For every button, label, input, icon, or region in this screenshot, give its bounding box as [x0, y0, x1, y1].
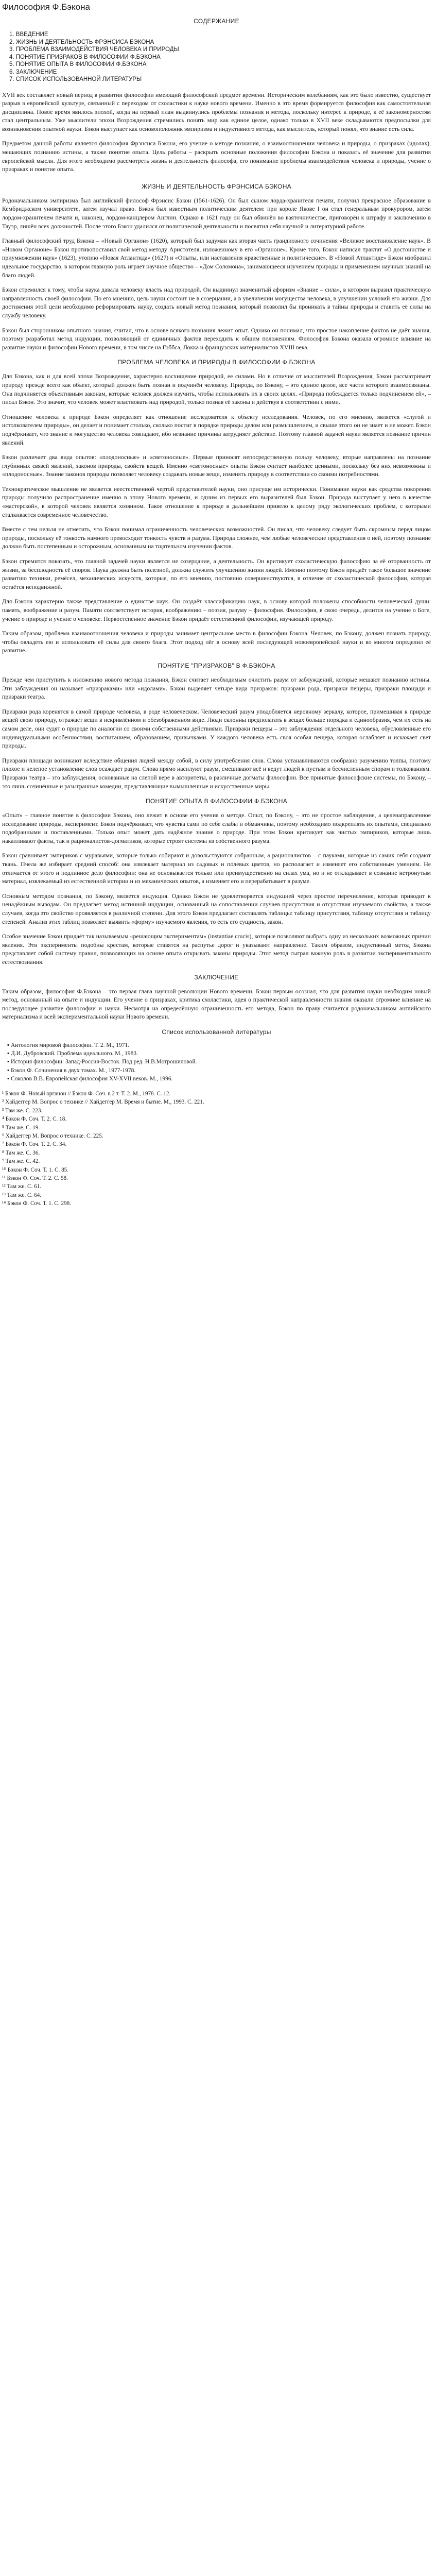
- section-heading: ПОНЯТИЕ ОПЫТА В ФИЛОСОФИИ Ф.БЭКОНА: [145, 798, 288, 805]
- section-paragraph: Бэкон стремится показать, что главной задачей науки является не созерцание, а деятельность. Он критикует схоластическую философию за её оторванность от жизни, за бесплодность её споров. Наука должна быть полезной, должна служить улучшению жизни людей. Именно поэтому Бэкон придаёт такое большое значение развитию техники, ремёсел, механических искусств, которые, по его мнению, постоянно совершенствуются, в отличие от схоластической философии, которая остаётся неподвижной.: [2, 557, 431, 590]
- document-section: [2, 183, 431, 352]
- section-paragraph: Для Бэкона, как и для всей эпохи Возрождения, характерно восхищение природой, ее силами. Но в отличие от мыслителей Возрождения, Бэкон рассматривает природу прежде всего как объект, который должен быть познан и подчинён человеку. Природа, по Бэкону, – это единое целое, все части которого взаимосвязаны. Она подчиняется объективным законам, которые человек должен изучить, чтобы использовать их в своих целях. «Природа побеждается только подчинением ей», – писал Бэкон. Это значит, что человек может властвовать над природой, только познав её законы и действуя в соответствии с ними.: [2, 372, 431, 406]
- section-paragraph: «Опыт» – главное понятие в философии Бэкона, оно лежит в основе его учения о методе. Опыт, по Бэкону, – это не простое наблюдение, а целенаправленное исследование природы, эксперимент. Бэкон подчёркивает, что чувства сами по себе слабы и обманчивы, поэтому необходимо подкреплять их опытами, специально подобранными и поставленными. Только опыт может дать надёжное знание о природе. При этом Бэкон критикует как чистых эмпириков, которые лишь накапливают факты, так и рационалистов-догматиков, которые строят системы из собственного разума.: [2, 811, 431, 844]
- section-paragraph: Таким образом, проблема взаимоотношения человека и природы занимает центральное место в философии Бэкона. Человек, по Бэкону, должен познать природу, чтобы овладеть ею и использовать её силы для своего блага. Этот подход лёг в основу всей последующей новоевропейской науки и во многом определил её развитие.: [2, 630, 431, 654]
- footnote: ¹³ Там же. С. 64.: [2, 1192, 42, 1198]
- bibliography-list: [2, 1042, 431, 1083]
- bibliography-heading: Список использованной литературы: [162, 1028, 271, 1036]
- section-heading: ЗАКЛЮЧЕНИЕ: [194, 973, 239, 981]
- footnote: ² Хайдеггер М. Вопрос о технике // Хайдеггер М. Время и бытие. М., 1993. С. 221.: [2, 1099, 204, 1106]
- sections-container: [2, 183, 431, 1021]
- document-title: Философия Ф.Бэкона: [2, 2, 90, 12]
- footnote: ¹¹ Бэкон Ф. Соч. Т. 2. С. 58.: [2, 1175, 68, 1182]
- section-paragraph: Главный философский труд Бэкона – «Новый Органон» (1620), который был задуман как вторая часть грандиозного сочинения «Великое восстановление наук». В «Новом Органоне» Бэкон противопоставил свой метод методу Аристотеля, изложенному в его «Органоне». Кроме того, Бэкон написал трактат «О достоинстве и приумножении наук» (1623), утопию «Новая Атлантида» (1627) и «Опыты, или наставления нравственные и политические». В «Новой Атлантиде» Бэкон изобразил идеальное государство, в котором главную роль играет научное общество – «Дом Соломона», занимающееся изучением природы и применением научных знаний на благо людей.: [2, 237, 431, 279]
- section-paragraph: Технократическое мышление не является неестественной чертой представителей науки, оно присуще им исторически. Понимание науки как средства покорения природы получило распространение именно в эпоху Нового времени, и одним из первых его выразителей был Бэкон. Природа выступает у него в качестве «мастерской», в которой человек является хозяином. Такое отношение к природе в дальнейшем привело к целому ряду экологических проблем, с которыми сталкивается современное человечество.: [2, 485, 431, 518]
- section-paragraph: Прежде чем приступить к изложению нового метода познания, Бэкон считает необходимым очистить разум от заблуждений, которые мешают познанию истины. Эти заблуждения он называет «призраками» или «идолами». Бэкон выделяет четыре вида призраков: призраки рода, призраки пещеры, призраки площади и призраки театра.: [2, 675, 431, 701]
- footnote: ³ Там же. С. 223.: [2, 1107, 43, 1114]
- document-section: [2, 359, 431, 655]
- toc-item[interactable]: 7. СПИСОК ИСПОЛЬЗОВАННОЙ ЛИТЕРАТУРЫ: [9, 76, 142, 82]
- section-paragraph: Бэкон сравнивает эмпириков с муравьями, которые только собирают и довольствуются собранным, а рационалистов – с пауками, которые из самих себя создают ткань. Пчела же избирает средний способ: она извлекает материал из садовых и полевых цветов, но располагает и изменяет его собственным умением. Не отличается от этого и подлинное дело философии: она не основывается только или преимущественно на силах ума, но и не откладывает в сознание нетронутым материал, извлекаемый из естественной истории и из механических опытов, а изменяет его и перерабатывает в разуме.: [2, 852, 431, 885]
- intro-paragraph: Предметом данной работы является философия Фрэнсиса Бэкона, его учение о методе познания, о взаимоотношении человека и природы, о призраках (идолах), мешающих познанию истины, а также понятие опыта. Цель работы – раскрыть основные положения философии Бэкона и показать её значение для развития европейской мысли. Для этого необходимо рассмотреть жизнь и деятельность философа, его понимание проблемы взаимодействия человека и природы, учение о призраках и понятие опыта.: [2, 140, 431, 173]
- footnote: ⁴ Бэкон Ф. Соч. Т. 2. С. 18.: [2, 1116, 67, 1123]
- toc-item[interactable]: 4. ПОНЯТИЕ ПРИЗРАКОВ В ФИЛОСОФИИ Ф.БЭКОНА: [9, 54, 161, 60]
- section-paragraph: Таким образом, философия Ф.Бэкона – это первая глава научной революции Нового времени. Бэкон первым осознал, что для развития науки необходим новый метод, основанный на опыте и индукции. Его учение о призраках, критика схоластики, идея о практической направленности знания оказали огромное влияние на последующее развитие философии и науки. Несмотря на определённую ограниченность его метода, Бэкон по праву считается родоначальником английского материализма и всей экспериментальной науки Нового времени.: [2, 987, 431, 1021]
- section-paragraph: Бэкон стремился к тому, чтобы наука давала человеку власть над природой. Он выдвинул знаменитый афоризм «Знание – сила», в котором выразил практическую направленность своей философии. По его мнению, цель науки состоит не в созерцании, а в увеличении могущества человека, в улучшении условий его жизни. Для достижения этой цели необходимо реформировать науку, создать новый метод познания, который позволил бы проникать в тайны природы и ставить её силы на службу человеку.: [2, 286, 431, 319]
- document-section: [2, 974, 431, 1021]
- bibliography-section: [2, 1028, 431, 1208]
- footnote: ⁸ Там же. С. 36.: [2, 1149, 40, 1156]
- bibliography-item: ▪ Соколов В.В. Европейская философия XV-XVII веков. М., 1996.: [7, 1075, 173, 1082]
- document-section: [2, 798, 431, 967]
- section-paragraph: Для Бэкона характерно также представление о единстве наук. Он создаёт классификацию наук, в основу которой положены способности человеческой души: память, воображение и разум. Памяти соответствует история, воображению – поэзия, разуму – философия. Философия, в свою очередь, делится на учение о Боге, учение о природе и учение о человеке. Первостепенное значение Бэкон придаёт естественной философии, изучающей природу.: [2, 598, 431, 622]
- section-paragraph: Особое значение Бэкон придаёт так называемым «решающим экспериментам» (instantiae crucis), которые позволяют выбрать одну из нескольких возможных причин явления. Эти эксперименты подобны крестам, которые ставятся на распутье дорог и указывают направление. Таким образом, индуктивный метод Бэкона представляет собой систему правил, позволяющих на основе опыта открывать законы природы. Этот метод сыграл важную роль в развитии экспериментального естествознания.: [2, 933, 431, 965]
- section-paragraph: Призраки площади возникают вследствие общения людей между собой, в силу употребления слов. Слова устанавливаются сообразно разумению толпы, поэтому плохое и нелепое установление слов осаждает разум. Слова прямо насилуют разум, смешивают всё и ведут людей к пустым и бесчисленным спорам и толкованиям. Призраки театра – это заблуждения, основанные на слепой вере в авторитеты, в различные догматы философии. Все принятые философские системы, по Бэкону, – это лишь сочинённые и разыгранные комедии, представляющие вымышленные и искусственные миры.: [2, 756, 431, 790]
- footnote: ¹⁴ Бэкон Ф. Соч. Т. 1. С. 298.: [2, 1200, 72, 1207]
- bibliography-item: ▪ Антология мировой философии. Т. 2. М., 1971.: [7, 1042, 130, 1048]
- section-paragraph: Основным методом познания, по Бэкону, является индукция. Однако Бэкон не удовлетворяется индукцией через простое перечисление, которая приводит к ненадёжным выводам. Он предлагает метод истинной индукции, основанный на сопоставлении случаев присутствия и отсутствия изучаемого свойства, а также случаев, когда это свойство проявляется в различной степени. Для этого Бэкон предлагает составлять таблицы: таблицу присутствия, таблицу отсутствия и таблицу степеней. Анализ этих таблиц позволяет выявить «форму» изучаемого явления, то есть его сущность, закон.: [2, 892, 431, 925]
- toc-heading: СОДЕРЖАНИЕ: [194, 18, 239, 25]
- footnote: ⁹ Там же. С. 42.: [2, 1158, 40, 1165]
- toc-item[interactable]: 5. ПОНЯТИЕ ОПЫТА В ФИЛОСОФИИ Ф.БЭКОНА: [9, 61, 147, 67]
- section-paragraph: Вместе с тем нельзя не отметить, что Бэкон понимал ограниченность человеческих возможностей. Он писал, что человеку следует быть скромным перед лицом природы, поскольку её тонкость намного превосходит тонкость чувств и разума. Природа сложнее, чем любые человеческие представления о ней, поэтому познание должно быть постепенным и осторожным, основанным на тщательном изучении фактов.: [2, 526, 431, 550]
- section-paragraph: Бэкон был сторонником опытного знания, считал, что в основе всякого познания лежит опыт. Однако он понимал, что простое накопление фактов не даёт знания, поэтому разработал метод индукции, позволяющий от единичных фактов переходить к общим положениям. Философия Бэкона оказала огромное влияние на развитие науки и философии Нового времени, в том числе на Гоббса, Локка и французских материалистов XVIII века.: [2, 326, 431, 351]
- intro-section: [2, 91, 431, 174]
- bibliography-item: ▪ История философии: Запад-Россия-Восток. Под ред. Н.В.Мотрошиловой.: [7, 1059, 197, 1065]
- section-paragraph: Призраки рода коренятся в самой природе человека, в роде человеческом. Человеческий разум уподобляется неровному зеркалу, которое, примешивая к природе вещей свою природу, отражает вещи в искривлённом и обезображенном виде. Люди склонны предполагать в вещах больше порядка и единообразия, чем их есть на самом деле, они судят о природе по аналогии со своими собственными действиями. Призраки пещеры – это заблуждения отдельного человека, обусловленные его индивидуальными особенностями, воспитанием, образованием, привычками. У каждого человека есть своя особая пещера, которая ослабляет и искажает свет природы.: [2, 707, 431, 750]
- footnote: ¹² Там же. С. 61.: [2, 1183, 42, 1190]
- footnote: ¹ Бэкон Ф. Новый органон // Бэкон Ф. Соч. в 2 т. Т. 2. М., 1978. С. 12.: [2, 1090, 171, 1097]
- section-heading: ПОНЯТИЕ "ПРИЗРАКОВ" В Ф.БЭКОНА: [158, 662, 275, 669]
- section-heading: ЖИЗНЬ И ДЕЯТЕЛЬНОСТЬ ФРЭНСИСА БЭКОНА: [142, 182, 291, 190]
- section-heading: ПРОБЛЕМА ЧЕЛОВЕКА И ПРИРОДЫ В ФИЛОСОФИИ Ф.БЭКОНА: [117, 359, 316, 366]
- footnote: ⁶ Хайдеггер М. Вопрос о технике. С. 225.: [2, 1133, 103, 1140]
- table-of-contents: [2, 31, 431, 83]
- toc-item[interactable]: 2. ЖИЗНЬ И ДЕЯТЕЛЬНОСТЬ ФРЭНСИСА БЭКОНА: [9, 39, 154, 45]
- toc-item[interactable]: 3. ПРОБЛЕМА ВЗАИМОДЕЙСТВИЯ ЧЕЛОВЕКА И ПРИРОДЫ: [9, 46, 179, 53]
- toc-item[interactable]: 1. ВВЕДЕНИЕ: [9, 31, 48, 38]
- footnotes: [2, 1090, 431, 1208]
- footnote: ⁵ Там же. С. 19.: [2, 1124, 40, 1131]
- section-paragraph: Отношение человека к природе Бэкон определяет как отношение исследователя к объекту исследования. Человек, по его мнению, является «слугой и истолкователем природы», он делает и понимает столько, сколько постиг в порядке природы делом или размышлением, и свыше этого он не знает и не может. Бэкон подчёркивает, что знание и могущество человека совпадают, ибо незнание причины затрудняет действие. Поэтому главной задачей науки является познание причин явлений.: [2, 413, 431, 446]
- footnote: ⁷ Бэкон Ф. Соч. Т. 2. С. 34.: [2, 1141, 67, 1148]
- toc-item[interactable]: 6. ЗАКЛЮЧЕНИЕ: [9, 69, 57, 75]
- intro-paragraph: XVII век составляет новый период в развитии философии имеющий философский предмет времени. Историческим колебаниям, как это было известно, существует разрыв в европейской культуре, связанный с переходом от схоластики к науке нового времени. Именно в это время формируется философия как самостоятельная дисциплина. Новое время явилось эпохой, когда на первый план выдвинулись проблемы познания и метода, поскольку интерес к природе, к её закономерностям стал центральным. Уже мыслители эпохи Возрождения стремились понять мир как единое целое, однако только в XVII веке складываются предпосылки для возникновения опытной науки. Бэкон выступает как основоположник эмпиризма и индуктивного метода, как мыслитель, который понял, что знание есть сила.: [2, 91, 431, 132]
- section-paragraph: Бэкон различает два вида опытов: «плодоносные» и «светоносные». Первые приносят непосредственную пользу человеку, вторые направлены на познание глубинных связей явлений, законов природы, свойств вещей. Именно «светоносные» опыты Бэкон считает наиболее ценными, поскольку без них невозможны и «плодоносные». Знание законов природы позволяет человеку создавать новые вещи, изменять природу в соответствии со своими потребностями.: [2, 453, 431, 478]
- document-section: [2, 662, 431, 790]
- bibliography-item: ▪ Бэкон Ф. Сочинения в двух томах. М., 1977-1978.: [7, 1067, 136, 1074]
- footnote: ¹⁰ Бэкон Ф. Соч. Т. 1. С. 85.: [2, 1166, 69, 1173]
- section-paragraph: Родоначальником эмпиризма был английский философ Фрэнсис Бэкон (1561-1626). Он был сыном лорда-хранителя печати, получил прекрасное образование в Кембриджском университете, затем изучал право. Бэкон был известным политическим деятелем: при короле Якове I он стал генеральным прокурором, затем лордом-хранителем печати и, наконец, лордом-канцлером Англии. Однако в 1621 году он был обвинён во взяточничестве, приговорён к штрафу и заключению в Тауэр, лишён всех должностей. После этого Бэкон удалился от политической деятельности и посвятил себя научной и литературной работе.: [2, 196, 431, 230]
- bibliography-item: ▪ Д.И. Дубровский. Проблема идеального. М., 1983.: [7, 1050, 138, 1057]
